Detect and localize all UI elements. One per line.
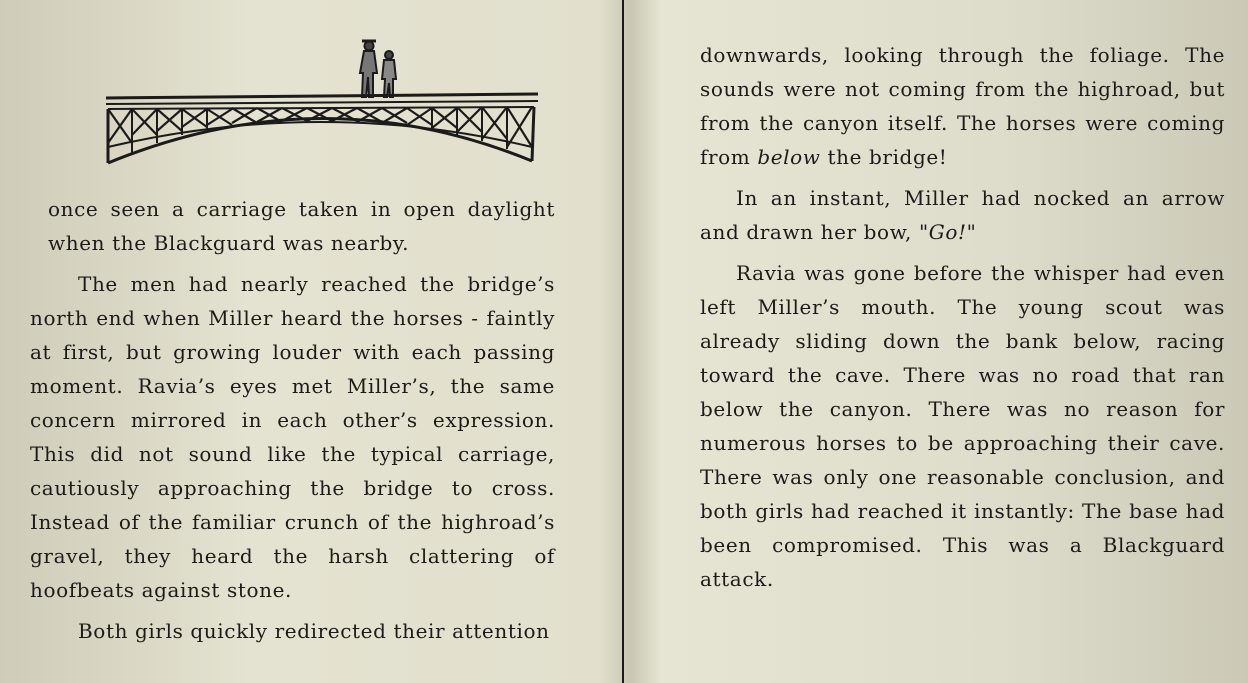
text-span: the bridge! <box>820 145 948 169</box>
text-span: In an instant, Miller had nocked an arrow and drawn her bow, <box>700 186 1225 244</box>
bridge-illustration <box>102 35 542 170</box>
figure-right <box>382 51 396 97</box>
figure-left <box>360 41 377 97</box>
paragraph <box>700 38 1225 174</box>
emphasis: "Go!" <box>918 220 977 244</box>
book-gutter <box>622 0 624 683</box>
emphasis: below <box>757 145 821 169</box>
left-page-text <box>30 192 555 648</box>
right-page <box>700 0 1225 683</box>
paragraph: Ravia was gone before the whisper had even left Miller’s mouth. The young scout was already sliding down the bank below, racing toward the cave. There was no road that ran below the canyon. There was no reason for numerous horses to be approaching their cave. There was only one reasonable conclusion, and both girls had reached it instantly: The base had been compromised. This was a Blackguard attack. <box>700 261 1225 591</box>
left-page <box>30 0 555 683</box>
paragraph: Both girls quickly redirected their attention <box>78 619 550 643</box>
paragraph <box>700 181 1225 249</box>
right-page-text <box>700 38 1225 596</box>
paragraph: once seen a carriage taken in open daylight when the Blackguard was nearby. <box>48 197 555 255</box>
paragraph: The men had nearly reached the bridge’s north end when Miller heard the horses - faintly at first, but growing louder with each passing moment. Ravia’s eyes met Miller’s, the same concern mirrored in each other’s expression. This did not sound like the typical carriage, cautiously approaching the bridge to cross. Instead of the familiar crunch of the highroad’s gravel, they heard the harsh clattering of hoofbeats against stone. <box>30 272 555 602</box>
text-span: downwards, looking through the foliage. The sounds were not coming from the highroad, but from the canyon itself. The horses were coming from <box>700 43 1225 169</box>
